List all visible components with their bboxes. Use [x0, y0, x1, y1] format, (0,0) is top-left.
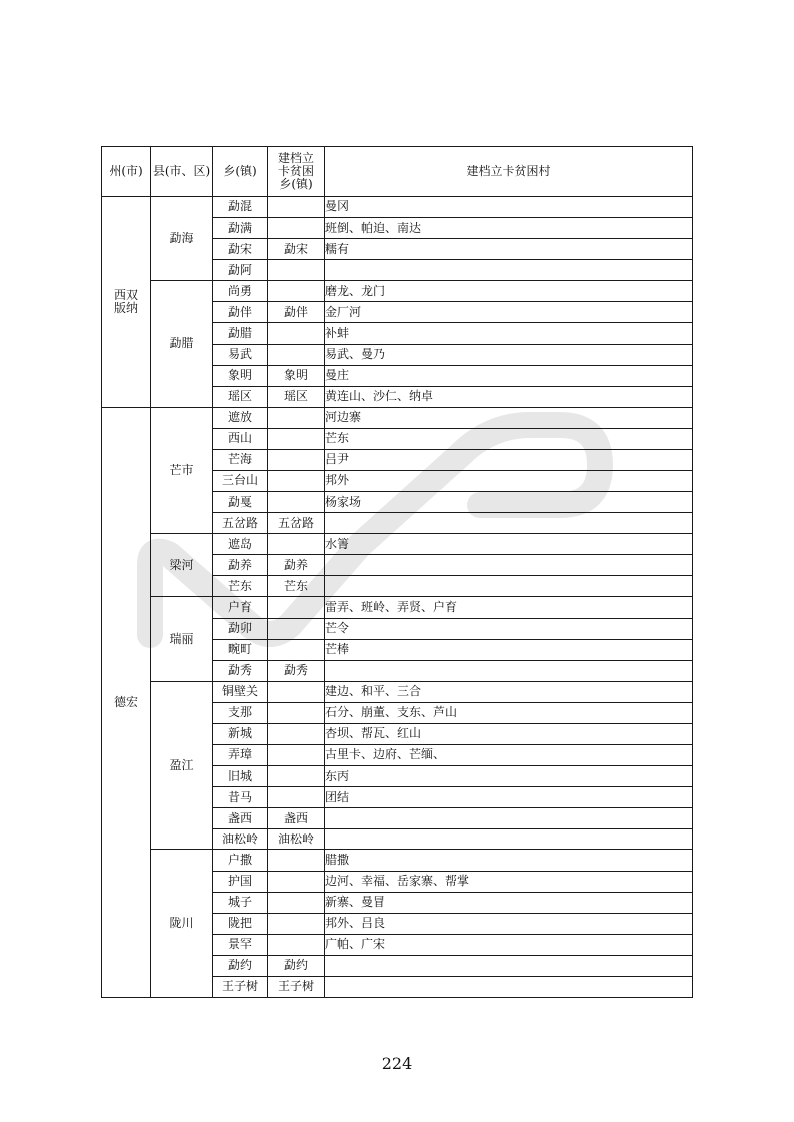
header-township: 乡(镇): [213, 147, 268, 197]
poor-township-cell: [268, 745, 325, 766]
poor-township-cell: 勐约: [268, 955, 325, 976]
township-cell: 户撒: [213, 850, 268, 871]
county-cell: 陇川: [151, 850, 213, 998]
table-body: [102, 197, 693, 998]
poor-villages-cell: 班倒、帕迫、南达: [325, 218, 693, 239]
poor-township-cell: [268, 534, 325, 555]
poor-villages-cell: [325, 576, 693, 597]
header-county: 县(市、区): [151, 147, 213, 197]
poor-villages-cell: [325, 555, 693, 576]
township-cell: 支那: [213, 702, 268, 723]
township-cell: 油松岭: [213, 829, 268, 850]
poor-township-cell: [268, 618, 325, 639]
poor-township-cell: [268, 766, 325, 787]
poor-township-cell: [268, 681, 325, 702]
township-cell: 勐卯: [213, 618, 268, 639]
poor-villages-cell: 曼庄: [325, 365, 693, 386]
poor-villages-cell: [325, 660, 693, 681]
poor-villages-cell: 团结: [325, 787, 693, 808]
poor-villages-cell: 芒棒: [325, 639, 693, 660]
poor-township-cell: [268, 934, 325, 955]
township-cell: 勐腊: [213, 323, 268, 344]
poor-villages-cell: 雷弄、班岭、弄贤、户育: [325, 597, 693, 618]
poor-villages-cell: 石分、崩董、支东、芦山: [325, 702, 693, 723]
poor-villages-cell: 易武、曼乃: [325, 344, 693, 365]
county-cell: 勐腊: [151, 281, 213, 407]
poor-villages-cell: 东丙: [325, 766, 693, 787]
poor-villages-cell: 河边寨: [325, 407, 693, 428]
township-cell: 护国: [213, 871, 268, 892]
poor-township-cell: [268, 787, 325, 808]
township-cell: 勐约: [213, 955, 268, 976]
poor-villages-cell: 补蚌: [325, 323, 693, 344]
township-cell: 勐宋: [213, 239, 268, 260]
poor-township-cell: 芒东: [268, 576, 325, 597]
table-header-row: [102, 147, 693, 197]
poverty-table: [101, 146, 693, 998]
township-cell: 陇把: [213, 913, 268, 934]
header-poor-township: [268, 147, 325, 197]
township-cell: 旧城: [213, 766, 268, 787]
township-cell: 景罕: [213, 934, 268, 955]
poor-township-cell: 盏西: [268, 808, 325, 829]
table-row: [102, 197, 693, 218]
header-prefecture: 州(市): [102, 147, 151, 197]
header-poor-township-line-2: 卡贫困: [277, 163, 314, 178]
county-cell: 瑞丽: [151, 597, 213, 681]
poor-township-cell: [268, 913, 325, 934]
poor-township-cell: [268, 597, 325, 618]
poor-township-cell: 勐伴: [268, 302, 325, 323]
poor-township-cell: 油松岭: [268, 829, 325, 850]
township-cell: 铜壁关: [213, 681, 268, 702]
prefecture-cell: 西双 版纳: [102, 197, 151, 408]
poor-township-cell: [268, 281, 325, 302]
poor-township-cell: [268, 218, 325, 239]
page-number: 224: [381, 1054, 413, 1073]
poor-township-cell: [268, 723, 325, 744]
township-cell: 勐满: [213, 218, 268, 239]
township-cell: 遮岛: [213, 534, 268, 555]
poor-township-cell: [268, 702, 325, 723]
header-poor-township-line-3: 乡(镇): [279, 177, 313, 192]
poor-villages-cell: 黄连山、沙仁、纳卓: [325, 386, 693, 407]
township-cell: 盏西: [213, 808, 268, 829]
prefecture-cell: 德宏: [102, 407, 151, 997]
township-cell: 勐养: [213, 555, 268, 576]
county-cell: 芒市: [151, 407, 213, 533]
county-cell: 盈江: [151, 681, 213, 850]
poor-villages-cell: 芒东: [325, 428, 693, 449]
poor-township-cell: 勐秀: [268, 660, 325, 681]
poor-villages-cell: 水箐: [325, 534, 693, 555]
poor-township-cell: [268, 850, 325, 871]
poor-villages-cell: 邦外: [325, 471, 693, 492]
poor-villages-cell: 腊撒: [325, 850, 693, 871]
township-cell: 遮放: [213, 407, 268, 428]
poor-villages-cell: 芒令: [325, 618, 693, 639]
township-cell: 户育: [213, 597, 268, 618]
poor-township-cell: 王子树: [268, 976, 325, 997]
poor-township-cell: [268, 260, 325, 281]
county-cell: 勐海: [151, 197, 213, 281]
poor-villages-cell: [325, 513, 693, 534]
township-cell: 王子树: [213, 976, 268, 997]
poor-villages-cell: 新寨、曼冒: [325, 892, 693, 913]
poor-villages-cell: [325, 976, 693, 997]
township-cell: 勐秀: [213, 660, 268, 681]
township-cell: 五岔路: [213, 513, 268, 534]
table-row: [102, 597, 693, 618]
table-row: [102, 534, 693, 555]
poor-township-cell: [268, 197, 325, 218]
header-poor-villages: 建档立卡贫困村: [325, 147, 693, 197]
poor-township-cell: [268, 639, 325, 660]
poor-villages-cell: 建边、和平、三合: [325, 681, 693, 702]
poor-township-cell: 瑶区: [268, 386, 325, 407]
poor-villages-cell: 邦外、吕良: [325, 913, 693, 934]
poor-township-cell: [268, 892, 325, 913]
poor-township-cell: 五岔路: [268, 513, 325, 534]
poor-villages-cell: 杏坝、帮瓦、红山: [325, 723, 693, 744]
header-poor-township-line-1: 建档立: [277, 150, 314, 165]
township-cell: 芒海: [213, 449, 268, 470]
township-cell: 昔马: [213, 787, 268, 808]
poor-township-cell: [268, 323, 325, 344]
poor-township-cell: [268, 871, 325, 892]
poor-township-cell: 勐养: [268, 555, 325, 576]
poor-villages-cell: 金厂河: [325, 302, 693, 323]
township-cell: 勐戛: [213, 492, 268, 513]
township-cell: 新城: [213, 723, 268, 744]
poor-villages-cell: 吕尹: [325, 449, 693, 470]
poor-township-cell: 勐宋: [268, 239, 325, 260]
township-cell: 勐伴: [213, 302, 268, 323]
poor-township-cell: [268, 449, 325, 470]
poor-villages-cell: [325, 808, 693, 829]
poor-township-cell: [268, 492, 325, 513]
poor-villages-cell: 边河、幸福、岳家寨、帮掌: [325, 871, 693, 892]
township-cell: 芒东: [213, 576, 268, 597]
poor-villages-cell: [325, 955, 693, 976]
table-row: [102, 407, 693, 428]
table-row: [102, 850, 693, 871]
poor-township-cell: [268, 344, 325, 365]
township-cell: 勐混: [213, 197, 268, 218]
table-row: [102, 281, 693, 302]
poor-villages-cell: [325, 829, 693, 850]
poor-villages-cell: 曼冈: [325, 197, 693, 218]
poor-township-cell: [268, 407, 325, 428]
township-cell: 瑶区: [213, 386, 268, 407]
township-cell: 城子: [213, 892, 268, 913]
poor-township-cell: [268, 471, 325, 492]
poor-villages-cell: [325, 260, 693, 281]
poor-villages-cell: 磨龙、龙门: [325, 281, 693, 302]
township-cell: 西山: [213, 428, 268, 449]
township-cell: 勐阿: [213, 260, 268, 281]
poor-villages-cell: 糯有: [325, 239, 693, 260]
township-cell: 畹町: [213, 639, 268, 660]
poor-township-cell: 象明: [268, 365, 325, 386]
poor-villages-cell: 杨家场: [325, 492, 693, 513]
township-cell: 尚勇: [213, 281, 268, 302]
county-cell: 梁河: [151, 534, 213, 597]
table-row: [102, 681, 693, 702]
township-cell: 三台山: [213, 471, 268, 492]
poor-township-cell: [268, 428, 325, 449]
township-cell: 易武: [213, 344, 268, 365]
poor-villages-cell: 古里卡、边府、芒缅、: [325, 745, 693, 766]
township-cell: 弄璋: [213, 745, 268, 766]
poor-villages-cell: 广帕、广宋: [325, 934, 693, 955]
township-cell: 象明: [213, 365, 268, 386]
